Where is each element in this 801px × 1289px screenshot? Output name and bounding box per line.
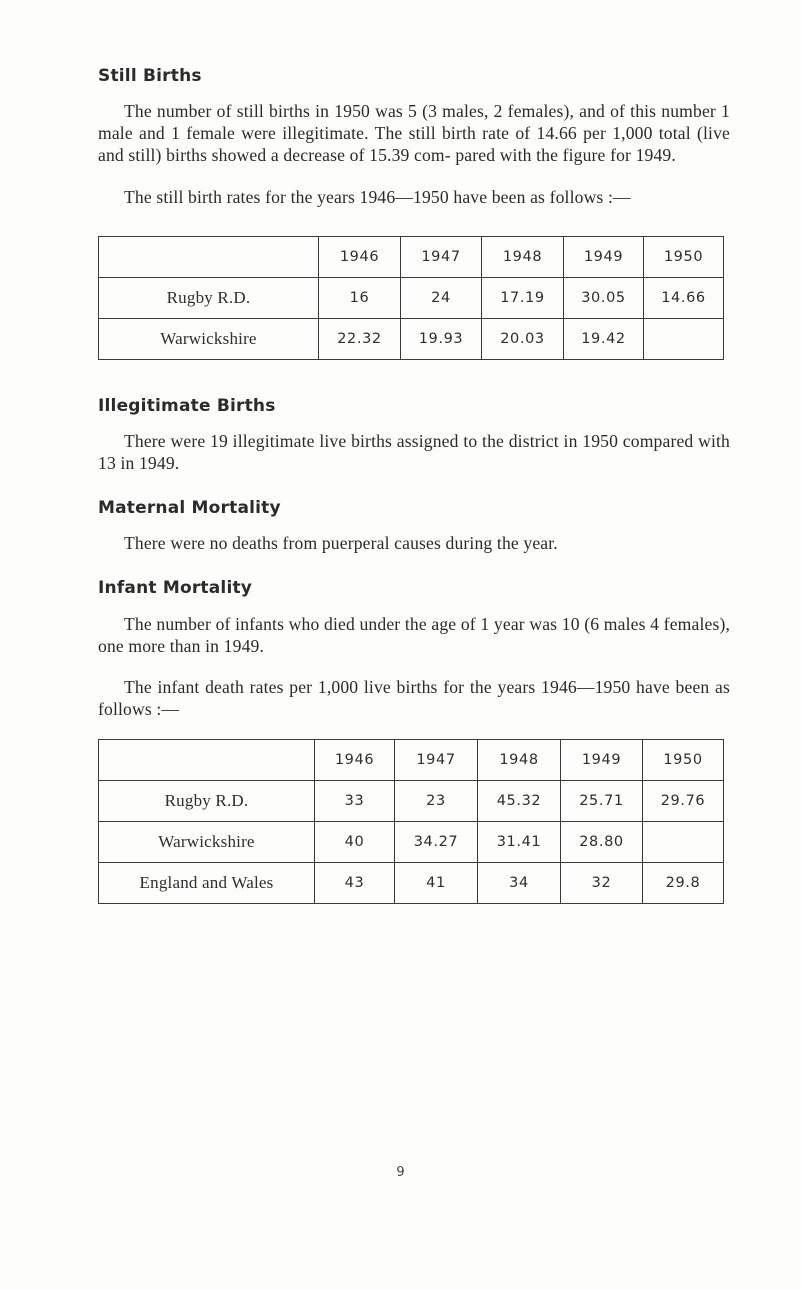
table-header-cell: 1947 bbox=[395, 740, 478, 781]
table-cell: 16 bbox=[319, 278, 401, 319]
table-cell: 30.05 bbox=[564, 278, 644, 319]
table-header-row bbox=[99, 740, 724, 781]
table-header-cell: 1948 bbox=[478, 740, 561, 781]
table-header-cell: 1950 bbox=[643, 740, 724, 781]
table-header-cell: 1949 bbox=[561, 740, 643, 781]
table-cell: 40 bbox=[315, 822, 395, 863]
table-cell: 31.41 bbox=[478, 822, 561, 863]
table-cell: 19.42 bbox=[564, 319, 644, 360]
table-cell: 43 bbox=[315, 863, 395, 904]
table-row bbox=[99, 822, 724, 863]
table-cell: 41 bbox=[395, 863, 478, 904]
table-cell: 25.71 bbox=[561, 781, 643, 822]
table-cell bbox=[643, 822, 724, 863]
illegitimate-births-heading: Illegitimate Births bbox=[98, 396, 276, 416]
table-header-cell bbox=[99, 237, 319, 278]
still-birth-rates-table bbox=[98, 236, 724, 360]
table-row bbox=[99, 319, 724, 360]
table-row-label: Rugby R.D. bbox=[99, 781, 315, 822]
maternal-mortality-heading: Maternal Mortality bbox=[98, 498, 281, 518]
table-row-label: Warwickshire bbox=[99, 822, 315, 863]
table-row bbox=[99, 278, 724, 319]
still-births-heading: Still Births bbox=[98, 66, 202, 86]
table-row-label: Warwickshire bbox=[99, 319, 319, 360]
table-cell: 28.80 bbox=[561, 822, 643, 863]
table-cell: 14.66 bbox=[644, 278, 724, 319]
table-cell: 20.03 bbox=[482, 319, 564, 360]
infant-mortality-paragraph: The number of infants who died under the age of 1 year was 10 (6 males 4 females), one more than in 1949. bbox=[98, 614, 730, 656]
table-header-cell: 1950 bbox=[644, 237, 724, 278]
table-header-cell: 1948 bbox=[482, 237, 564, 278]
illegitimate-births-paragraph: There were 19 illegitimate live births assigned to the district in 1950 compared with 13 in 1949. bbox=[98, 431, 730, 473]
table-cell: 45.32 bbox=[478, 781, 561, 822]
table-header-cell: 1949 bbox=[564, 237, 644, 278]
still-births-intro: The still birth rates for the years 1946—1950 have been as follows :— bbox=[124, 187, 631, 207]
table-cell bbox=[644, 319, 724, 360]
infant-mortality-heading: Infant Mortality bbox=[98, 578, 253, 598]
table-cell: 22.32 bbox=[319, 319, 401, 360]
table-header-cell: 1946 bbox=[315, 740, 395, 781]
table-header-cell bbox=[99, 740, 315, 781]
table-cell: 19.93 bbox=[401, 319, 482, 360]
table-header-cell: 1947 bbox=[401, 237, 482, 278]
page-number: 9 bbox=[396, 1165, 405, 1180]
table-cell: 34 bbox=[478, 863, 561, 904]
table-cell: 23 bbox=[395, 781, 478, 822]
table-cell: 33 bbox=[315, 781, 395, 822]
table-cell: 29.8 bbox=[643, 863, 724, 904]
table-header-cell: 1946 bbox=[319, 237, 401, 278]
infant-mortality-intro: The infant death rates per 1,000 live births for the years 1946—1950 have been as follows :— bbox=[98, 677, 730, 719]
table-row bbox=[99, 863, 724, 904]
table-row bbox=[99, 781, 724, 822]
still-births-paragraph: The number of still births in 1950 was 5 (3 males, 2 females), and of this number 1 male and 1 female were illegitimate. The still birth rate of 14.66 per 1,000 total (live and still) births showed a decrease of 15.39 com- pared with the figure for 1949. bbox=[98, 101, 730, 165]
table-cell: 24 bbox=[401, 278, 482, 319]
table-cell: 34.27 bbox=[395, 822, 478, 863]
table-row-label: Rugby R.D. bbox=[99, 278, 319, 319]
table-cell: 29.76 bbox=[643, 781, 724, 822]
table-header-row bbox=[99, 237, 724, 278]
maternal-mortality-paragraph: There were no deaths from puerperal causes during the year. bbox=[124, 533, 558, 553]
infant-death-rates-table bbox=[98, 739, 724, 904]
table-cell: 32 bbox=[561, 863, 643, 904]
table-row-label: England and Wales bbox=[99, 863, 315, 904]
table-cell: 17.19 bbox=[482, 278, 564, 319]
